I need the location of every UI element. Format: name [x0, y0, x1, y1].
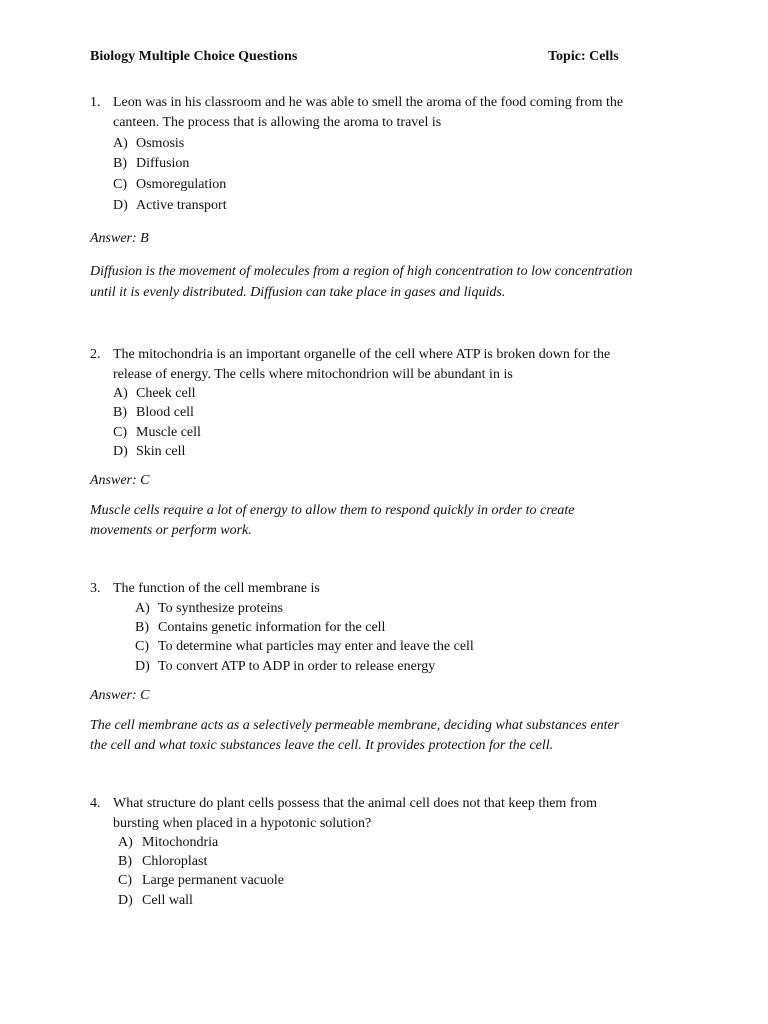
option-letter: A) [113, 136, 128, 151]
explanation-line: movements or perform work. [90, 523, 252, 538]
answer-label: Answer: C [90, 688, 150, 703]
option-text: To synthesize proteins [158, 601, 283, 616]
option-text: Muscle cell [136, 425, 201, 440]
option-text: Large permanent vacuole [142, 873, 285, 888]
question-number: 2. [90, 347, 101, 362]
explanation-line: Muscle cells require a lot of energy to allow them to respond quickly in order to create [90, 503, 575, 518]
explanation-line: Diffusion is the movement of molecules from a region of high concentration to low concentration [90, 264, 633, 279]
option-text: Skin cell [136, 444, 186, 459]
option-letter: A) [113, 386, 128, 401]
question-text-line: canteen. The process that is allowing the aroma to travel is [113, 115, 442, 130]
option-text: Chloroplast [142, 854, 208, 869]
option-text: Blood cell [136, 405, 194, 420]
option-letter: B) [113, 156, 127, 171]
option-text: Osmoregulation [136, 177, 227, 192]
explanation-line: the cell and what toxic substances leave the cell. It provides protection for the cell. [90, 738, 554, 753]
option-letter: A) [135, 601, 150, 616]
answer-label: Answer: C [90, 473, 150, 488]
question-text-line: What structure do plant cells possess that the animal cell does not that keep them from [113, 796, 598, 811]
option-text: To convert ATP to ADP in order to release energy [158, 659, 436, 674]
question-text-line: The mitochondria is an important organelle of the cell where ATP is broken down for the [113, 347, 611, 362]
option-letter: D) [113, 198, 128, 213]
option-letter: A) [118, 835, 133, 850]
answer-label: Answer: B [90, 231, 149, 246]
explanation-line: The cell membrane acts as a selectively permeable membrane, deciding what substances enter [90, 718, 620, 733]
option-letter: D) [135, 659, 150, 674]
option-text: Mitochondria [142, 835, 219, 850]
option-letter: D) [118, 893, 133, 908]
option-letter: B) [135, 620, 149, 635]
question-text-line: Leon was in his classroom and he was able to smell the aroma of the food coming from the [113, 95, 624, 110]
topic-label: Topic: Cells [548, 49, 619, 64]
question-number: 3. [90, 581, 101, 596]
document-title: Biology Multiple Choice Questions [90, 49, 298, 64]
option-letter: B) [113, 405, 127, 420]
question-text-line: The function of the cell membrane is [113, 581, 320, 596]
option-text: Osmosis [136, 136, 185, 151]
option-letter: D) [113, 444, 128, 459]
option-letter: B) [118, 854, 132, 869]
question-text-line: release of energy. The cells where mitochondrion will be abundant in is [113, 367, 513, 382]
question-number: 1. [90, 95, 101, 110]
question-number: 4. [90, 796, 101, 811]
option-letter: C) [135, 639, 149, 654]
option-letter: C) [113, 177, 127, 192]
option-text: Active transport [136, 198, 227, 213]
option-text: Diffusion [136, 156, 190, 171]
option-text: Contains genetic information for the cell [158, 620, 386, 635]
option-letter: C) [113, 425, 127, 440]
explanation-line: until it is evenly distributed. Diffusion can take place in gases and liquids. [90, 285, 506, 300]
option-text: Cell wall [142, 893, 193, 908]
option-text: Cheek cell [136, 386, 196, 401]
question-text-line: bursting when placed in a hypotonic solution? [113, 816, 372, 831]
option-letter: C) [118, 873, 132, 888]
option-text: To determine what particles may enter and leave the cell [158, 639, 474, 654]
